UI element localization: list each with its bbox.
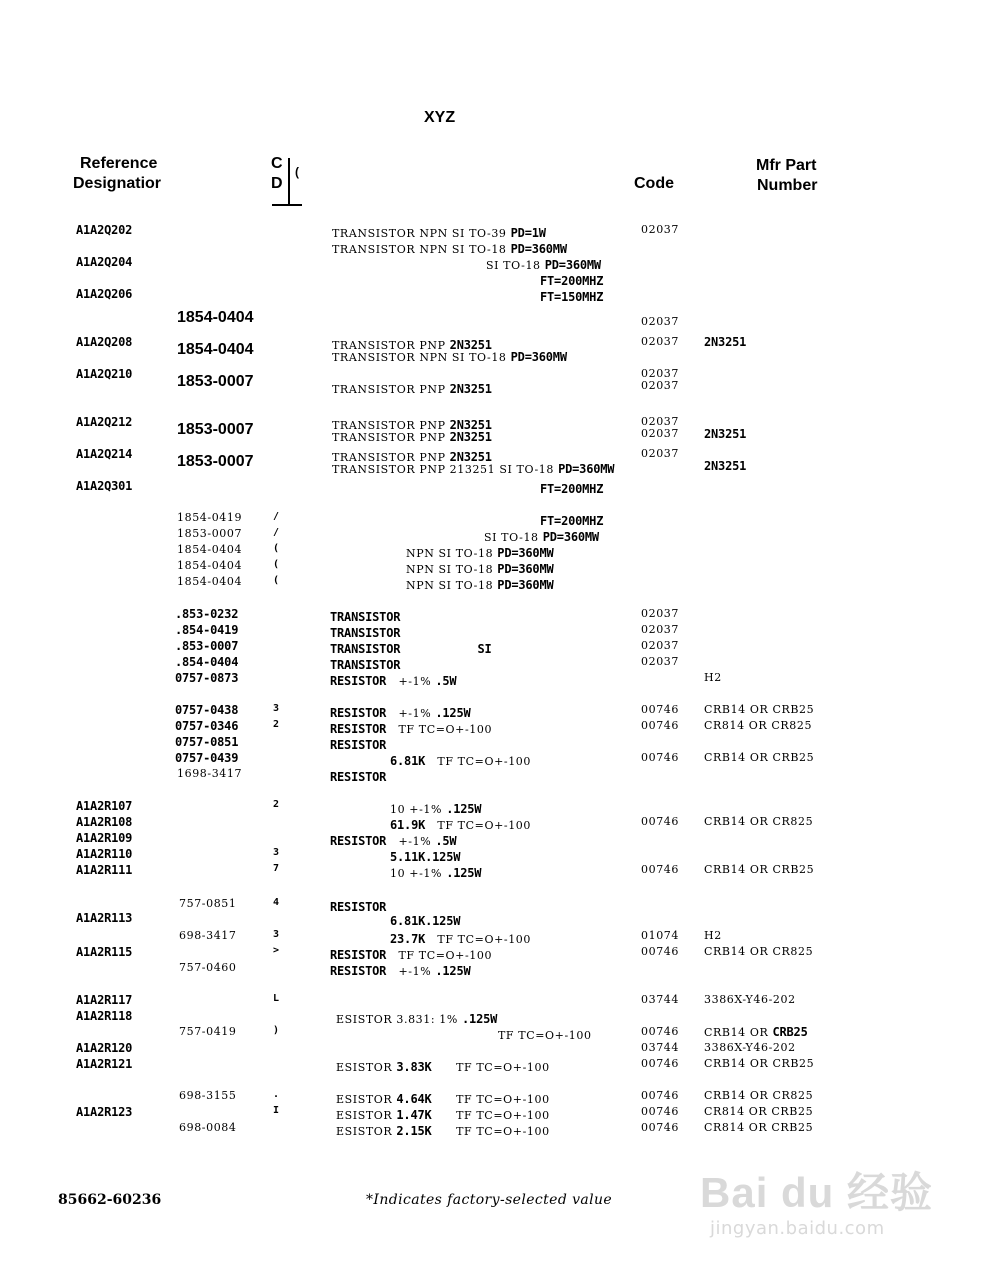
part-number: 0757-0439 xyxy=(175,751,239,765)
description xyxy=(332,428,492,444)
cd-column-underline xyxy=(272,204,302,206)
description xyxy=(330,704,471,720)
description-bold: TRANSISTOR xyxy=(330,658,401,672)
description xyxy=(336,1058,550,1074)
document-number: 85662-60236 xyxy=(58,1192,162,1208)
mfr-code: 00746 xyxy=(641,751,679,764)
part-number: 698-3417 xyxy=(179,929,237,942)
header-cd-line2: D xyxy=(271,175,283,192)
description-bold: TRANSISTOR xyxy=(330,610,401,624)
description-text: +-1% xyxy=(386,707,436,720)
description xyxy=(486,256,601,272)
mfr-part-number: CRB14 OR CR825 xyxy=(704,1089,814,1102)
description-text: +-1% xyxy=(386,675,436,688)
description-bold: 2N3251 xyxy=(449,430,492,444)
mfr-part-number: CRB14 OR CRB25 xyxy=(704,751,815,764)
part-number: 1853-0007 xyxy=(177,373,254,390)
description xyxy=(540,512,603,528)
description-text: TRANSISTOR PNP xyxy=(332,339,450,352)
description xyxy=(330,624,400,640)
mfr-code: 02037 xyxy=(641,223,679,236)
part-number: 698-3155 xyxy=(179,1089,237,1102)
description xyxy=(330,736,386,752)
part-number: 1854-0404 xyxy=(177,575,243,588)
description-text: 10 +-1% xyxy=(390,867,447,880)
description-bold: PD=1W xyxy=(510,226,546,240)
description xyxy=(332,460,614,476)
mfr-part-number: 2N3251 xyxy=(704,459,747,473)
part-number: 1854-0419 xyxy=(177,511,243,524)
mfr-code: 02037 xyxy=(641,447,679,460)
reference-designator: A1A2R111 xyxy=(76,863,133,877)
description-bold: PD=360MW xyxy=(497,562,554,576)
cd-digit: 2 xyxy=(273,719,279,730)
description-text: TRANSISTOR PNP xyxy=(332,383,450,396)
description xyxy=(406,576,554,592)
mfr-code: 03744 xyxy=(641,993,679,1006)
cd-digit: / xyxy=(273,527,279,538)
reference-designator: A1A2Q206 xyxy=(76,287,133,301)
header-mfr-line2: Number xyxy=(757,177,818,194)
cd-digit: 7 xyxy=(273,863,279,874)
cd-digit: L xyxy=(273,993,279,1004)
description-text: NPN SI TO-18 xyxy=(406,547,498,560)
page-title: XYZ xyxy=(424,109,456,126)
mfr-code: 00746 xyxy=(641,1025,679,1038)
description-bold: FT=200MHZ xyxy=(540,514,604,528)
mfr-part-number: CRB14 OR CRB25 xyxy=(704,863,815,876)
part-number: 0757-0873 xyxy=(175,671,239,685)
description xyxy=(330,768,386,784)
mfr-code: 00746 xyxy=(641,863,679,876)
part-number: 0757-0438 xyxy=(175,703,239,717)
description xyxy=(336,1106,550,1122)
cd-digit: > xyxy=(273,945,279,956)
mfr-code: 00746 xyxy=(641,719,679,732)
description-bold: .125W xyxy=(435,964,471,978)
description xyxy=(330,946,492,962)
reference-designator: A1A2R107 xyxy=(76,799,133,813)
mfr-part-number: CRB14 OR CRB25 xyxy=(704,1057,815,1070)
description-bold: PD=360MW xyxy=(510,242,567,256)
description-bold: 4.64K xyxy=(396,1092,432,1106)
mfr-part-number: CRB14 OR CR825 xyxy=(704,945,814,958)
part-number: .854-0404 xyxy=(175,655,239,669)
mfr-part-number: CR814 OR CRB25 xyxy=(704,1105,814,1118)
description-text: +-1% xyxy=(386,965,436,978)
mfr-part-number: H2 xyxy=(704,929,722,942)
description xyxy=(332,224,546,240)
reference-designator: A1A2R108 xyxy=(76,815,133,829)
description-text: TF TC=O+-100 xyxy=(425,933,531,946)
header-cd-partial: ( xyxy=(295,165,299,179)
description-bold: 2N3251 xyxy=(449,382,492,396)
reference-designator: A1A2R120 xyxy=(76,1041,133,1055)
reference-designator: A1A2R109 xyxy=(76,831,133,845)
mfr-code: 00746 xyxy=(641,1057,679,1070)
mfr-code: 00746 xyxy=(641,1089,679,1102)
description-extra: SI xyxy=(400,642,492,656)
description xyxy=(484,528,599,544)
description-text: TF TC=O+-100 xyxy=(431,1093,550,1106)
mfr-part-number: 3386X-Y46-202 xyxy=(704,993,796,1006)
description-text: TF TC=O+-100 xyxy=(431,1061,550,1074)
description-bold: RESISTOR xyxy=(330,674,387,688)
cd-digit: . xyxy=(273,1089,279,1100)
description-text: ESISTOR xyxy=(336,1125,397,1138)
description xyxy=(330,898,386,914)
description xyxy=(498,1026,592,1042)
part-number: .853-0007 xyxy=(175,639,239,653)
description-bold: .125W xyxy=(425,850,461,864)
cd-digit: 3 xyxy=(273,847,279,858)
mfr-code: 02037 xyxy=(641,623,679,636)
description-bold: 6.81K xyxy=(390,754,426,768)
mfr-code: 00746 xyxy=(641,1105,679,1118)
description-bold: RESISTOR xyxy=(330,964,387,978)
description-bold: .5W xyxy=(435,834,457,848)
cd-digit: 3 xyxy=(273,929,279,940)
reference-designator: A1A2Q212 xyxy=(76,415,133,429)
description-bold: 2.15K xyxy=(396,1124,432,1138)
mfr-code: 02037 xyxy=(641,639,679,652)
description-bold: RESISTOR xyxy=(330,834,387,848)
part-number: 698-0084 xyxy=(179,1121,237,1134)
description-text: ESISTOR 3.831: 1% xyxy=(336,1013,463,1026)
description xyxy=(330,672,456,688)
description-text: NPN SI TO-18 xyxy=(406,563,498,576)
description-bold: 6.81K xyxy=(390,914,426,928)
description-text: +-1% xyxy=(386,835,436,848)
mfr-code: 01074 xyxy=(641,929,679,942)
description-bold: 3.83K xyxy=(396,1060,432,1074)
part-number: 757-0460 xyxy=(179,961,237,974)
part-number: 1853-0007 xyxy=(177,527,243,540)
description xyxy=(330,640,492,656)
description xyxy=(390,800,481,816)
description-text: TF TC=O+-100 xyxy=(386,949,493,962)
description-bold: .125W xyxy=(425,914,461,928)
mfr-part-number: CRB14 OR CR825 xyxy=(704,815,814,828)
reference-designator: A1A2R113 xyxy=(76,911,133,925)
part-number: 0757-0851 xyxy=(175,735,239,749)
description-bold: PD=360MW xyxy=(510,350,567,364)
description-bold: PD=360MW xyxy=(497,546,554,560)
description xyxy=(330,720,492,736)
part-number: 757-0851 xyxy=(179,897,237,910)
description-text: ESISTOR xyxy=(336,1093,397,1106)
description-text: TRANSISTOR NPN SI TO-18 xyxy=(332,243,511,256)
description-bold: TRANSISTOR xyxy=(330,626,401,640)
description-bold: TRANSISTOR xyxy=(330,642,401,656)
description xyxy=(330,656,400,672)
description-bold: 5.11K xyxy=(390,850,426,864)
description xyxy=(390,848,460,864)
description-bold: .125W xyxy=(446,802,482,816)
description-text: SI TO-18 xyxy=(486,259,545,272)
footnote: *Indicates factory-selected value xyxy=(366,1192,613,1208)
description xyxy=(330,608,400,624)
description xyxy=(332,348,567,364)
header-cd-line1: C xyxy=(271,155,283,172)
reference-designator: A1A2R121 xyxy=(76,1057,133,1071)
mfr-code: 00746 xyxy=(641,703,679,716)
description xyxy=(540,272,603,288)
description-text: TF TC=O+-100 xyxy=(431,1109,550,1122)
description-text: ESISTOR xyxy=(336,1061,397,1074)
description xyxy=(336,1090,550,1106)
mfr-part-number: CR814 OR CR825 xyxy=(704,719,813,732)
description xyxy=(540,288,603,304)
description-bold: RESISTOR xyxy=(330,900,387,914)
part-number: 1854-0404 xyxy=(177,543,243,556)
mfr-code: 02037 xyxy=(641,379,679,392)
description xyxy=(390,752,531,768)
mfr-part-number: H2 xyxy=(704,671,722,684)
part-number: 0757-0346 xyxy=(175,719,239,733)
reference-designator: A1A2Q214 xyxy=(76,447,133,461)
reference-designator: A1A2R115 xyxy=(76,945,133,959)
part-number: 1854-0404 xyxy=(177,309,254,326)
watermark-site: jingyan.baidu.com xyxy=(710,1218,885,1239)
part-number: 1854-0404 xyxy=(177,341,254,358)
reference-designator: A1A2R118 xyxy=(76,1009,133,1023)
description xyxy=(330,832,456,848)
part-number: 1853-0007 xyxy=(177,421,254,438)
description xyxy=(332,380,492,396)
part-number: 1854-0404 xyxy=(177,559,243,572)
mfr-part-bold: CRB25 xyxy=(772,1025,808,1039)
description-text: 10 +-1% xyxy=(390,803,447,816)
description xyxy=(406,544,554,560)
mfr-code: 00746 xyxy=(641,815,679,828)
description-bold: 61.9K xyxy=(390,818,426,832)
description-bold: RESISTOR xyxy=(330,770,387,784)
description-bold: PD=360MW xyxy=(542,530,599,544)
description-bold: FT=200MHZ xyxy=(540,482,604,496)
description xyxy=(336,1122,550,1138)
description-bold: RESISTOR xyxy=(330,706,387,720)
reference-designator: A1A2Q202 xyxy=(76,223,133,237)
part-number: 757-0419 xyxy=(179,1025,237,1038)
mfr-part-number: CR814 OR CRB25 xyxy=(704,1121,814,1134)
description-text: TRANSISTOR PNP 213251 SI TO-18 xyxy=(332,463,559,476)
description-bold: RESISTOR xyxy=(330,948,387,962)
description-bold: .5W xyxy=(435,674,457,688)
description-text: TF TC=O+-100 xyxy=(386,723,493,736)
header-code: Code xyxy=(634,175,674,192)
mfr-code: 02037 xyxy=(641,655,679,668)
mfr-code: 02037 xyxy=(641,415,679,428)
description xyxy=(336,1010,497,1026)
header-reference-line2: Designatior xyxy=(73,175,162,192)
description-bold: PD=360MW xyxy=(497,578,554,592)
mfr-part-number: CRB14 OR CRB25 xyxy=(704,1025,808,1039)
description-bold: .125W xyxy=(435,706,471,720)
description-bold: PD=360MW xyxy=(544,258,601,272)
part-number: .853-0232 xyxy=(175,607,239,621)
mfr-code: 02037 xyxy=(641,335,679,348)
description-text: TRANSISTOR PNP xyxy=(332,451,450,464)
description-bold: FT=200MHZ xyxy=(540,274,604,288)
cd-digit: ( xyxy=(273,559,279,570)
description-text: TRANSISTOR NPN SI TO-18 xyxy=(332,351,511,364)
cd-column-divider xyxy=(288,158,290,206)
description-text: TF TC=O+-100 xyxy=(498,1029,592,1042)
mfr-code: 00746 xyxy=(641,945,679,958)
cd-digit: 2 xyxy=(273,799,279,810)
cd-digit: 3 xyxy=(273,703,279,714)
reference-designator: A1A2Q210 xyxy=(76,367,133,381)
cd-digit: 4 xyxy=(273,897,279,908)
mfr-code: 02037 xyxy=(641,427,679,440)
mfr-code: 02037 xyxy=(641,607,679,620)
cd-digit: / xyxy=(273,511,279,522)
description-text: TRANSISTOR PNP xyxy=(332,419,450,432)
watermark-logo: Bai du 经验 xyxy=(700,1169,934,1216)
description xyxy=(406,560,554,576)
description-text: TF TC=O+-100 xyxy=(431,1125,550,1138)
part-number: 1853-0007 xyxy=(177,453,254,470)
description xyxy=(390,930,531,946)
reference-designator: A1A2Q204 xyxy=(76,255,133,269)
reference-designator: A1A2Q208 xyxy=(76,335,133,349)
reference-designator: A1A2R123 xyxy=(76,1105,133,1119)
header-mfr-line1: Mfr Part xyxy=(756,157,817,174)
mfr-part-number: 2N3251 xyxy=(704,335,747,349)
description-text: TRANSISTOR NPN SI TO-39 xyxy=(332,227,511,240)
description-bold: 2N3251 xyxy=(449,338,492,352)
watermark xyxy=(700,1160,940,1270)
mfr-code: 02037 xyxy=(641,315,679,328)
description-bold: 1.47K xyxy=(396,1108,432,1122)
mfr-code: 03744 xyxy=(641,1041,679,1054)
description-text: NPN SI TO-18 xyxy=(406,579,498,592)
part-number: .854-0419 xyxy=(175,623,239,637)
description xyxy=(390,816,531,832)
description-text: TF TC=O+-100 xyxy=(425,755,531,768)
mfr-part-number: 2N3251 xyxy=(704,427,747,441)
mfr-code: 00746 xyxy=(641,1121,679,1134)
cd-digit: I xyxy=(273,1105,279,1116)
description-bold: .125W xyxy=(446,866,482,880)
description-bold: RESISTOR xyxy=(330,722,387,736)
description-bold: PD=360MW xyxy=(558,462,615,476)
mfr-code: 02037 xyxy=(641,367,679,380)
cd-digit: ) xyxy=(273,1025,279,1036)
part-number: 1698-3417 xyxy=(177,767,243,780)
description xyxy=(390,912,460,928)
description-bold: FT=150MHZ xyxy=(540,290,604,304)
description-text: ESISTOR xyxy=(336,1109,397,1122)
description xyxy=(330,962,471,978)
description xyxy=(390,864,481,880)
header-reference-line1: Reference xyxy=(80,155,158,172)
description-text: SI TO-18 xyxy=(484,531,543,544)
description xyxy=(540,480,603,496)
reference-designator: A1A2R110 xyxy=(76,847,133,861)
description-text: TRANSISTOR PNP xyxy=(332,431,450,444)
description-bold: 23.7K xyxy=(390,932,426,946)
description-bold: 2N3251 xyxy=(449,418,492,432)
description xyxy=(332,240,567,256)
description-text: TF TC=O+-100 xyxy=(425,819,531,832)
mfr-part-number: 3386X-Y46-202 xyxy=(704,1041,796,1054)
reference-designator: A1A2Q301 xyxy=(76,479,133,493)
cd-digit: ( xyxy=(273,575,279,586)
description-bold: .125W xyxy=(462,1012,498,1026)
description-bold: 2N3251 xyxy=(449,450,492,464)
mfr-part-number: CRB14 OR CRB25 xyxy=(704,703,815,716)
description-bold: RESISTOR xyxy=(330,738,387,752)
reference-designator: A1A2R117 xyxy=(76,993,133,1007)
cd-digit: ( xyxy=(273,543,279,554)
